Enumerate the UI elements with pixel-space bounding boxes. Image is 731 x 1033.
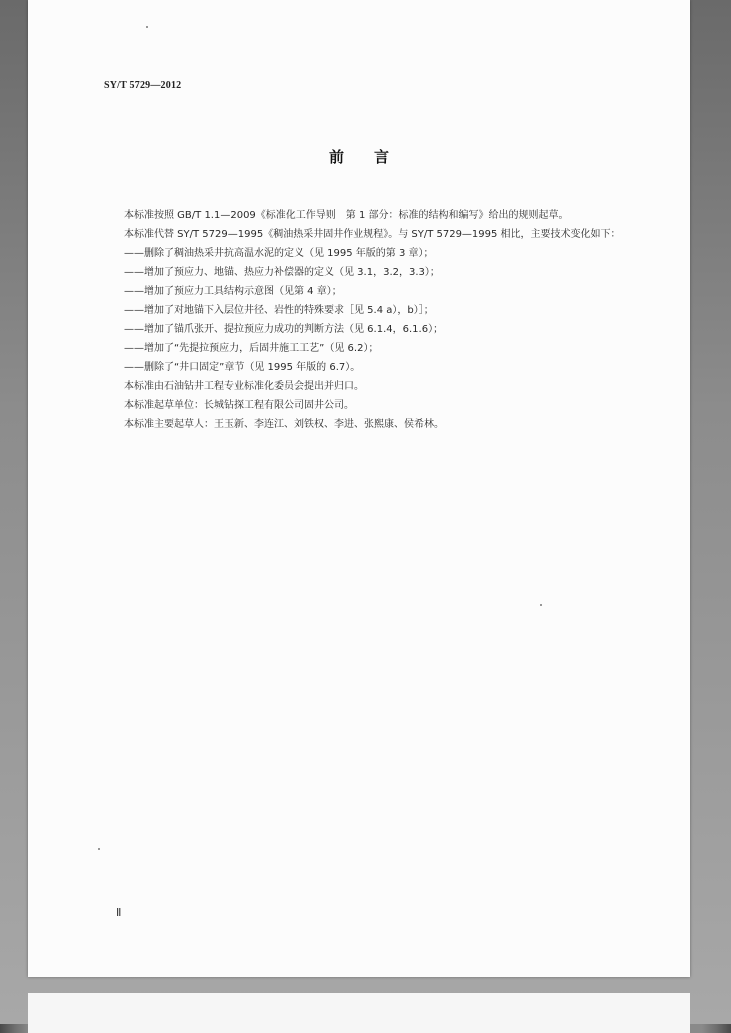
scan-speck [146, 26, 148, 28]
change-item: ——增加了“先提拉预应力，后固井施工工艺”（见 6.2）； [124, 343, 379, 354]
paragraph-proposer: 本标准由石油钻井工程专业标准化委员会提出并归口。 [124, 381, 364, 392]
paragraph-drafting-unit: 本标准起草单位：长城钻探工程有限公司固井公司。 [124, 400, 354, 411]
change-item: ——增加了锚爪张开、提拉预应力成功的判断方法（见 6.1.4，6.1.6）； [124, 324, 444, 335]
document-page[interactable] [28, 0, 690, 977]
change-item: ——删除了稠油热采井抗高温水泥的定义（见 1995 年版的第 3 章）； [124, 248, 434, 259]
change-item: ——增加了对地锚下入层位井径、岩性的特殊要求［见 5.4 a），b）］； [124, 305, 434, 316]
paragraph-drafting-rules: 本标准按照 GB/T 1.1—2009《标准化工作导则 第 1 部分：标准的结构和编写》给出的规则起草。 [124, 210, 569, 221]
scan-speck [98, 848, 100, 850]
page-title: 前言 [328, 148, 419, 166]
paragraph-drafters: 本标准主要起草人：王玉新、李连江、刘铁权、李进、张熙康、侯希林。 [124, 419, 444, 430]
change-item: ——删除了“井口固定”章节（见 1995 年版的 6.7）。 [124, 362, 361, 373]
scan-speck [540, 604, 542, 606]
page-number: Ⅱ [116, 907, 122, 919]
change-item: ——增加了预应力、地锚、热应力补偿器的定义（见 3.1，3.2，3.3）； [124, 267, 440, 278]
change-item: ——增加了预应力工具结构示意图（见第 4 章）； [124, 286, 342, 297]
foreword-body [104, 206, 642, 434]
standard-code: SY/T 5729—2012 [104, 80, 182, 91]
next-page-edge[interactable] [28, 993, 690, 1033]
paragraph-replacement: 本标准代替 SY/T 5729—1995《稠油热采井固井作业规程》。与 SY/T 5729—1995 相比，主要技术变化如下： [124, 229, 621, 240]
